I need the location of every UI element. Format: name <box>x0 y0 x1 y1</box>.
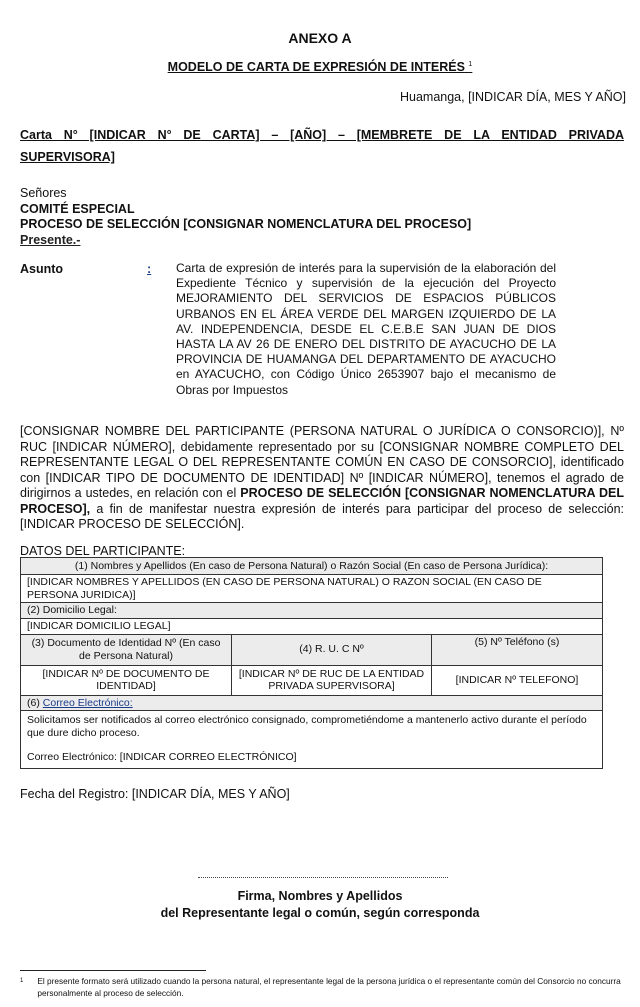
asunto-colon: : <box>147 262 152 276</box>
footnote-divider <box>20 970 206 971</box>
body-text-end: a fin de manifestar nuestra expresión de interés para participar del proceso de selección: [INDICAR PROCESO DE SELECCIÓN]. <box>20 501 624 531</box>
value-correo-field[interactable]: Correo Electrónico: [INDICAR CORREO ELECTRÓNICO] <box>27 751 297 763</box>
annex-title: ANEXO A <box>288 30 352 46</box>
header-correo-num: (6) <box>27 696 40 709</box>
value-domicilio-field[interactable]: [INDICAR DOMICILIO LEGAL] <box>21 618 603 634</box>
signature-label-1: Firma, Nombres y Apellidos <box>237 889 403 903</box>
correo-notice: Solicitamos ser notificados al correo electrónico consignado, comprometiéndome a mantenerlo activo durante el período que dure dicho proceso. <box>27 714 587 739</box>
recipient-process: PROCESO DE SELECCIÓN [CONSIGNAR NOMENCLATURA DEL PROCESO] <box>20 217 472 231</box>
correo-cell <box>21 711 603 769</box>
header-name: (1) Nombres y Apellidos (En caso de Persona Natural) o Razón Social (En caso de Persona Jurídica): <box>21 558 603 575</box>
datos-title: DATOS DEL PARTICIPANTE: <box>20 544 186 558</box>
carta-line-1: Carta N° [INDICAR N° DE CARTA] – [AÑO] – [MEMBRETE DE LA ENTIDAD PRIVADA <box>20 128 624 142</box>
recipient-committee: COMITÉ ESPECIAL <box>20 201 135 216</box>
header-telefono: (5) Nº Teléfono (s) <box>432 634 603 665</box>
value-documento-field[interactable]: [INDICAR Nº DE DOCUMENTO DE IDENTIDAD] <box>21 665 232 695</box>
asunto-text: Carta de expresión de interés para la supervisión de la elaboración del Expediente Técnico y supervisión de la ejecución del Proyecto MEJORAMIENTO DEL SERVICIOS DE ESPACIOS PÚBLICOS URBANOS EN EL ÁREA VERDE DEL MARGEN IZQUIERDO DE LA AV. INDEPENDENCIA, DESDE EL C.E.B.E SAN JUAN DE DIOS HASTA LA AV 26 DE ENERO DEL DISTRITO DE AYACUCHO DE LA PROVINCIA DE HUAMANGA DEL DEPARTAMENTO DE AYACUCHO en AYACUCHO, con Código Único 2653907 bajo el mecanismo de Obras por Impuestos <box>176 261 556 397</box>
recipient-senores: Señores <box>20 186 67 200</box>
carta-line-2: SUPERVISORA] <box>20 150 115 164</box>
header-ruc: (4) R. U. C Nº <box>232 634 432 665</box>
date-line: Huamanga, [INDICAR DÍA, MES Y AÑO] <box>399 90 626 104</box>
fecha-registro: Fecha del Registro: [INDICAR DÍA, MES Y AÑO] <box>20 787 290 801</box>
value-name-field[interactable]: [INDICAR NOMBRES Y APELLIDOS (EN CASO DE PERSONA NATURAL) O RAZON SOCIAL (EN CASO DE PERSONA JURIDICA)] <box>21 575 603 603</box>
document-subtitle <box>0 60 640 74</box>
header-correo-label: Correo Electrónico: <box>42 696 133 709</box>
value-telefono-field[interactable]: [INDICAR Nº TELEFONO] <box>432 665 603 695</box>
participant-data-table <box>20 557 603 769</box>
signature-label-2: del Representante legal o común, según corresponda <box>160 906 480 920</box>
recipient-presente: Presente.- <box>20 232 81 247</box>
footnote-text: El presente formato será utilizado cuando la persona natural, el representante legal de la persona jurídica o el representante común del Consorcio no concurra personalmente al proceso de selección. <box>37 976 621 998</box>
value-ruc-field[interactable]: [INDICAR Nº DE RUC DE LA ENTIDAD PRIVADA SUPERVISORA] <box>232 665 432 695</box>
footnote <box>20 976 624 999</box>
footnote-number: 1 <box>20 978 24 984</box>
body-paragraph <box>20 424 624 533</box>
body-text-bold: PROCESO DE SELECCIÓN [CONSIGNAR NOMENCLATURA DEL PROCESO], <box>20 486 625 516</box>
signature-line <box>198 877 448 878</box>
recipient-block <box>20 186 471 248</box>
body-text-start: [CONSIGNAR NOMBRE DEL PARTICIPANTE (PERSONA NATURAL O JURÍDICA O CONSORCIO)], Nº RUC [INDICAR NÚMERO], debidamente representado por su [CONSIGNAR NOMBRE COMPLETO DEL REPRESENTANTE LEGAL O DEL REPRESENTANTE COMÚN EN CASO DE CONSORCIO], identificado con [INDICAR TIPO DE DOCUMENTO DE IDENTIDAD] Nº [INDICAR NÚMERO], tenemos el agrado de dirigirnos a ustedes, en relación con el <box>20 424 624 500</box>
footnote-ref[interactable]: 1 <box>468 60 473 68</box>
header-correo <box>21 695 603 711</box>
header-documento: (3) Documento de Identidad Nº (En caso de Persona Natural) <box>21 634 232 665</box>
asunto-label: Asunto <box>20 262 64 276</box>
header-domicilio: (2) Domicilio Legal: <box>21 603 603 619</box>
subtitle-text: MODELO DE CARTA DE EXPRESIÓN DE INTERÉS <box>167 60 465 74</box>
